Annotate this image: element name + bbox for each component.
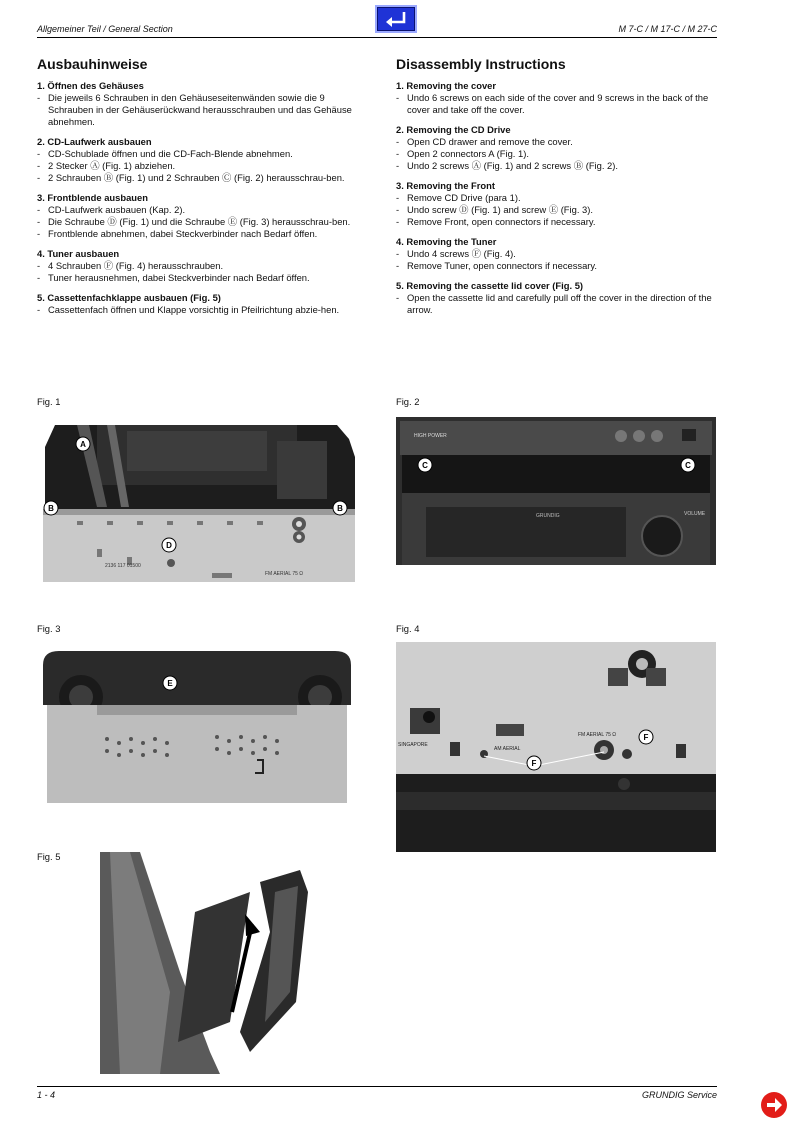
callout-c-right: C — [685, 461, 691, 470]
callout-b-right: B — [337, 504, 343, 513]
section-heading: 2. Removing the CD Drive — [396, 124, 511, 135]
fig2-photo — [396, 417, 716, 565]
de-section-1 — [37, 80, 362, 128]
header-section-title: Allgemeiner Teil / General Section — [37, 24, 173, 34]
callout-c-left: C — [422, 461, 428, 470]
instruction-step: - Undo screw Ⓓ (Fig. 1) and screw Ⓔ (Fig. 3). — [396, 204, 721, 216]
instruction-step: - Tuner herausnehmen, dabei Steckverbinder nach Bedarf öffen. — [37, 272, 362, 284]
return-arrow-icon — [377, 7, 415, 31]
instruction-step: - Die Schraube Ⓓ (Fig. 1) und die Schraube Ⓔ (Fig. 3) herausschrau-ben. — [37, 216, 362, 228]
instruction-step: - Open 2 connectors A (Fig. 1). — [396, 148, 721, 160]
german-title: Ausbauhinweise — [37, 56, 148, 72]
instruction-step: - 2 Stecker Ⓐ (Fig. 1) abziehen. — [37, 160, 362, 172]
fig5-photo — [100, 852, 310, 1074]
next-page-button[interactable] — [760, 1091, 788, 1119]
de-section-2 — [37, 136, 362, 184]
de-section-4 — [37, 248, 362, 284]
instruction-step: - Open the cassette lid and carefully pull off the cover in the direction of the arrow. — [396, 292, 721, 316]
section-heading: 1. Removing the cover — [396, 80, 497, 91]
section-heading: 5. Removing the cassette lid cover (Fig. 5) — [396, 280, 584, 291]
fig2-grundig-label: GRUNDIG — [536, 513, 560, 519]
en-section-4 — [396, 236, 721, 272]
section-heading: 4. Removing the Tuner — [396, 236, 497, 247]
fig4-label: Fig. 4 — [396, 623, 420, 634]
fig5-label: Fig. 5 — [37, 851, 61, 862]
instruction-step: - Open CD drawer and remove the cover. — [396, 136, 721, 148]
de-section-5 — [37, 292, 362, 316]
instruction-step: - Remove Tuner, open connectors if necessary. — [396, 260, 721, 272]
english-instructions — [396, 56, 721, 324]
instruction-step: - 2 Schrauben Ⓑ (Fig. 1) und 2 Schrauben Ⓒ (Fig. 2) herausschrau-ben. — [37, 172, 362, 184]
callout-a: A — [80, 440, 86, 449]
instruction-step: - CD-Laufwerk ausbauen (Kap. 2). — [37, 204, 362, 216]
fig3-label: Fig. 3 — [37, 623, 61, 634]
instruction-step: - Die jeweils 6 Schrauben in den Gehäuseseitenwänden sowie die 9 Schrauben in der Gehäuserückwand herausschrauben und das Gehäuse abnehmen. — [37, 92, 362, 128]
section-heading: 4. Tuner ausbauen — [37, 248, 120, 259]
callout-b-left: B — [48, 504, 54, 513]
section-heading: 5. Cassettenfachklappe ausbauen (Fig. 5) — [37, 292, 221, 303]
footer-divider — [37, 1086, 717, 1087]
instruction-step: - Remove CD Drive (para 1). — [396, 192, 721, 204]
instruction-step: - 4 Schrauben Ⓕ (Fig. 4) herausschrauben. — [37, 260, 362, 272]
section-heading: 3. Removing the Front — [396, 180, 495, 191]
instruction-step: - Frontblende abnehmen, dabei Steckverbinder nach Bedarf öffen. — [37, 228, 362, 240]
page-number: 1 - 4 — [37, 1090, 56, 1100]
fig4-country-label: SINGAPORE — [398, 742, 428, 748]
instruction-step: - Cassettenfach öffnen und Klappe vorsichtig in Pfeilrichtung abzie-hen. — [37, 304, 362, 316]
arrow-right-circle-icon — [760, 1091, 788, 1119]
en-section-2 — [396, 124, 721, 172]
fig1-photo — [37, 417, 357, 582]
fig2-label: Fig. 2 — [396, 396, 420, 407]
fig1-part-number: 2136 117 01500 — [105, 563, 141, 569]
header-divider — [37, 37, 717, 38]
en-section-5 — [396, 280, 721, 316]
en-section-1 — [396, 80, 721, 116]
english-title: Disassembly Instructions — [396, 56, 566, 72]
footer-publisher: GRUNDIG Service — [641, 1090, 717, 1100]
fig3-photo — [37, 645, 357, 803]
fig1-fm-aerial-label: FM AERIAL 75 Ω — [265, 571, 304, 577]
en-section-3 — [396, 180, 721, 228]
german-instructions — [37, 56, 362, 324]
fig4-am-aerial-label: AM AERIAL — [494, 746, 521, 752]
fig1-label: Fig. 1 — [37, 396, 61, 407]
instruction-step: - CD-Schublade öffnen und die CD-Fach-Blende abnehmen. — [37, 148, 362, 160]
instruction-step: - Undo 6 screws on each side of the cover and 9 screws in the back of the cover and take off the cover. — [396, 92, 721, 116]
instruction-step: - Undo 2 screws Ⓐ (Fig. 1) and 2 screws Ⓑ (Fig. 2). — [396, 160, 721, 172]
instruction-step: - Remove Front, open connectors if necessary. — [396, 216, 721, 228]
instruction-step: - Undo 4 screws Ⓕ (Fig. 4). — [396, 248, 721, 260]
fig4-fm-aerial-label: FM AERIAL 75 Ω — [578, 732, 617, 738]
callout-f-upper: F — [643, 733, 649, 742]
fig4-photo — [396, 642, 716, 852]
header-model-numbers: M 7-C / M 17-C / M 27-C — [618, 24, 717, 34]
callout-e: E — [167, 679, 173, 688]
de-section-3 — [37, 192, 362, 240]
section-heading: 1. Öffnen des Gehäuses — [37, 80, 144, 91]
section-heading: 2. CD-Laufwerk ausbauen — [37, 136, 152, 147]
callout-f-lower: F — [531, 759, 537, 768]
back-button[interactable] — [375, 5, 417, 33]
fig2-brand-label: HIGH POWER — [414, 433, 447, 439]
fig2-volume-label: VOLUME — [684, 511, 706, 517]
section-heading: 3. Frontblende ausbauen — [37, 192, 148, 203]
callout-d: D — [166, 541, 172, 550]
